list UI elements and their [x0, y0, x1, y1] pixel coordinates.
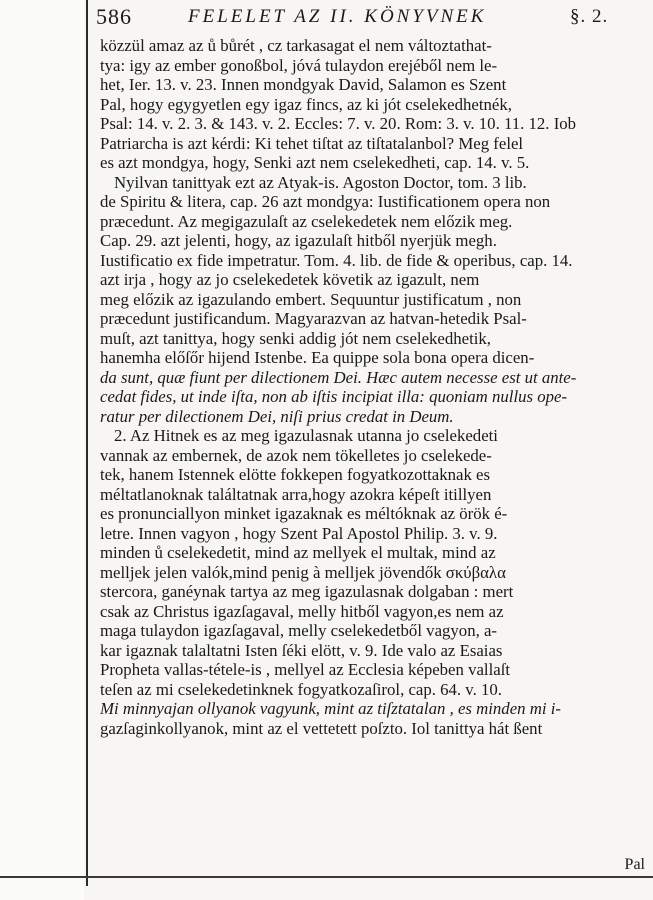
text-line: Patriarcha is azt kérdi: Ki tehet tiſtat az tiſtatalanbol? Meg felel	[100, 133, 524, 153]
text-line: hanemha előſőr hijend Istenbe. Ea quippe sola bona opera dicen-	[100, 348, 535, 367]
text-line: letre. Innen vagyon , hogy Szent Pal Apostol Philip. 3. v. 9.	[100, 523, 498, 543]
text-line: teſen az mi cselekedetinknek fogyatkozaſirol, cap. 64. v. 10.	[100, 679, 502, 699]
text-line: præcedunt justificandum. Magyarazvan az hatvan-hetedik Psal-	[100, 309, 527, 328]
running-title: FELELET AZ II. KÖNYVNEK	[188, 6, 487, 27]
text-line: es azt mondgya, hogy, Senki azt nem cselekedheti, cap. 14. v. 5.	[100, 153, 530, 172]
text-line: stercora, ganéynak tartya az meg igazulasnak dolgaban : mert	[100, 582, 514, 601]
text-line: gazſaginkollyanok, mint az el vettetett poſzto. Iol tanittya hát ßent	[100, 718, 543, 738]
left-margin	[0, 0, 84, 900]
body-text	[100, 36, 642, 738]
bottom-rule	[0, 876, 653, 878]
text-line: 2. Az Hitnek es az meg igazulasnak utanna jo cselekedeti	[114, 426, 498, 445]
text-line: Cap. 29. azt jelenti, hogy, az igazulaſt hitből nyerjük megh.	[100, 231, 497, 250]
text-line: Iustificatio ex fide impetratur. Tom. 4. lib. de fide & operibus, cap. 14.	[100, 250, 573, 270]
catchword: Pal	[624, 856, 645, 873]
text-line: tya: igy az ember gonoßbol, jóvá tulaydon erejéből nem le-	[100, 55, 498, 75]
text-line: muſt, azt tanittya, hogy senki addig jót nem cselekedhetik,	[100, 328, 491, 348]
text-line: melljek jelen valók,mind penig à melljek jövendők σκύβαλα	[100, 562, 506, 582]
text-line: azt irja , hogy az jo cselekedetek követik az igazult, nem	[100, 270, 480, 289]
text-line: het, Ier. 13. v. 23. Innen mondgyak David, Salamon es Szent	[100, 75, 507, 94]
text-line: csak az Christus igazſagaval, melly hitből vagyon,es nem az	[100, 601, 504, 621]
text-line: közzül amaz az ů bůrét , cz tarkasagat el nem változtathat-	[100, 36, 492, 55]
text-line: de Spiritu & litera, cap. 26 azt mondgya: Iustificationem opera non	[100, 192, 551, 211]
text-line: minden ů cselekedetit, mind az mellyek el multak, mind az	[100, 543, 496, 562]
text-line: tek, hanem Istennek elötte fokkepen fogyatkozottaknak es	[100, 465, 491, 484]
page-number: 586	[96, 4, 132, 29]
margin-rule	[86, 0, 88, 886]
section-mark: §. 2.	[570, 6, 609, 27]
text-line: meg előzik az igazulando embert. Sequuntur justificatum , non	[100, 289, 522, 309]
page-header	[96, 4, 644, 34]
text-line: Mi minnyajan ollyanok vagyunk, mint az tiſztatalan , es minden mi i-	[100, 699, 561, 718]
text-line: Nyilvan tanittyak ezt az Atyak-is. Agoston Doctor, tom. 3 lib.	[114, 172, 527, 192]
text-line: cedat fides, ut inde iſta, non ab iſtis incipiat illa: quoniam nullus ope-	[100, 387, 568, 406]
text-line: méltatlanoknak találtatnak arra,hogy azokra képeſt itillyen	[100, 484, 492, 504]
text-line: kar igaznak talaltatni Isten ſéki elött, v. 9. Ide valo az Esaias	[100, 640, 503, 660]
text-line: es pronunciallyon minket igazaknak es méltóknak az örök é-	[100, 504, 508, 523]
text-line: ratur per dilectionem Dei, niſi prius credat in Deum.	[100, 406, 454, 426]
text-line: maga tulaydon igazſagaval, melly cselekedetből vagyon, a-	[100, 621, 498, 640]
text-line: da sunt, quæ fiunt per dilectionem Dei. Hæc autem necesse est ut ante-	[100, 367, 577, 387]
text-line: vannak az embernek, de azok nem tökelletes jo cselekede-	[100, 445, 492, 465]
text-line: Pal, hogy egygyetlen egy igaz fincs, az ki jót cselekedhetnék,	[100, 94, 512, 114]
text-line: præcedunt. Az megigazulaſt az cselekedetek nem előzik meg.	[100, 211, 513, 231]
text-line: Propheta vallas-tétele-is , mellyel az Ecclesia képeben vallaſt	[100, 660, 511, 679]
text-line: Psal: 14. v. 2. 3. & 143. v. 2. Eccles: 7. v. 20. Rom: 3. v. 10. 11. 12. Iob	[100, 114, 577, 133]
